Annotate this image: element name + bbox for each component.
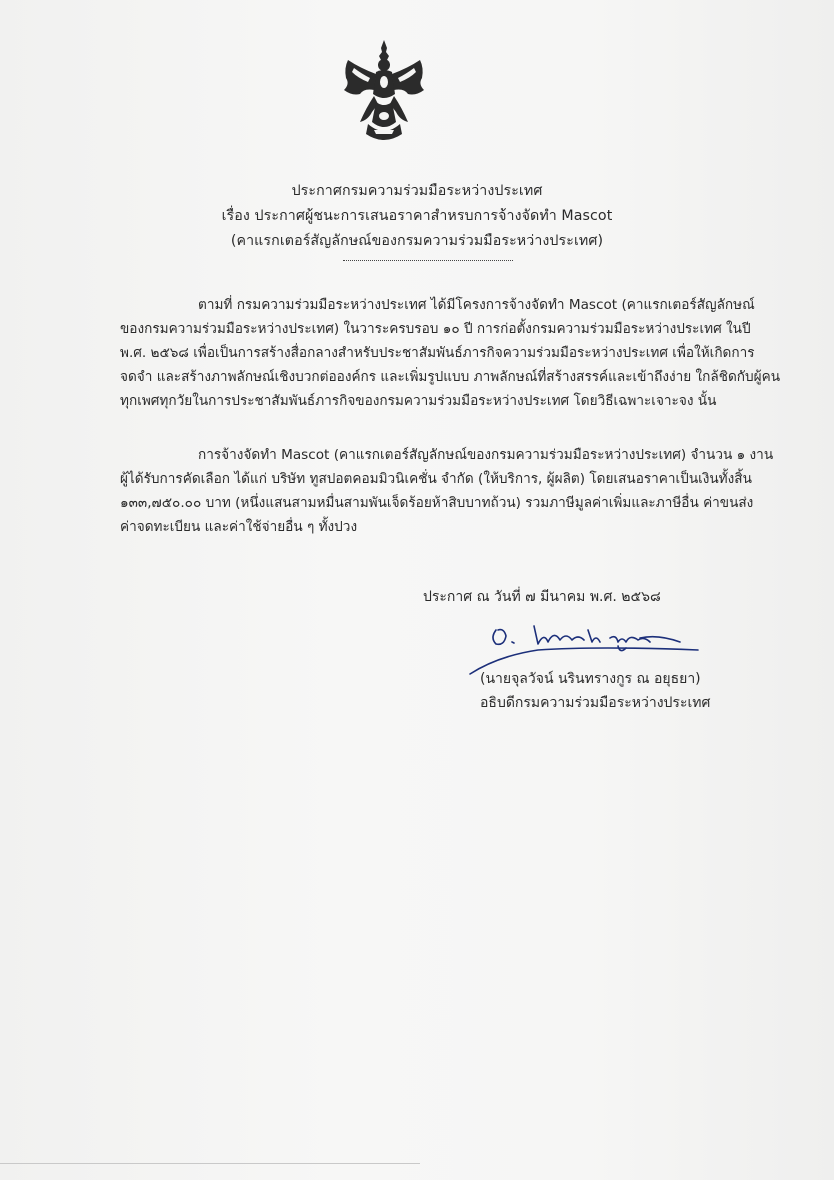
announcement-date: ประกาศ ณ วันที่ ๗ มีนาคม พ.ศ. ๒๕๖๘ [423, 589, 661, 605]
announcement-subject: เรื่อง ประกาศผู้ชนะการเสนอราคาสำหรบการจ้างจัดทำ Mascot [221, 208, 613, 224]
announcement-subject-detail: (คาแรกเตอร์สัญลักษณ์ของกรมความร่วมมือระหว่างประเทศ) [230, 233, 604, 249]
paragraph-line: ค่าจดทะเบียน และค่าใช้จ่ายอื่น ๆ ทั้งปวง [120, 519, 358, 535]
paragraph-line: ผู้ได้รับการคัดเลือก ได้แก่ บริษัท ทูสปอตคอมมิวนิเคชั่น จำกัด (ให้บริการ, ผู้ผลิต) โดยเสนอราคาเป็นเงินทั้งสิ้น [120, 471, 752, 487]
dotted-divider [343, 260, 513, 261]
body-paragraph-1 [120, 293, 781, 413]
paragraph-line: ๑๓๓,๗๕๐.๐๐ บาท (หนึ่งแสนสามหมื่นสามพันเจ็ดร้อยห้าสิบบาทถ้วน) รวมภาษีมูลค่าเพิ่มและภาษีอื่น ค่าขนส่ง [120, 495, 754, 511]
page-bottom-rule [0, 1163, 420, 1164]
body-paragraph-2 [120, 443, 774, 539]
signer-name: (นายจุลวัจน์ นรินทรางกูร ณ อยุธยา) [480, 671, 701, 687]
paragraph-line: การจ้างจัดทำ Mascot (คาแรกเตอร์สัญลักษณ์ของกรมความร่วมมือระหว่างประเทศ) จำนวน ๑ งาน [198, 447, 774, 463]
announcement-title: ประกาศกรมความร่วมมือระหว่างประเทศ [291, 183, 543, 199]
paragraph-line: ทุกเพศทุกวัยในการประชาสัมพันธ์ภารกิจของกรมความร่วมมือระหว่างประเทศ โดยวิธีเฉพาะเจาะจง นั้น [120, 393, 717, 409]
garuda-emblem-icon [340, 38, 428, 150]
paragraph-line: ตามที่ กรมความร่วมมือระหว่างประเทศ ได้มีโครงการจ้างจัดทำ Mascot (คาแรกเตอร์สัญลักษณ์ [198, 297, 755, 313]
signer-title: อธิบดีกรมความร่วมมือระหว่างประเทศ [480, 695, 711, 711]
paragraph-line: จดจำ และสร้างภาพลักษณ์เชิงบวกต่อองค์กร และเพิ่มรูปแบบ ภาพลักษณ์ที่สร้างสรรค์และเข้าถึงง่าย ใกล้ชิดกับผู้คน [120, 369, 781, 385]
paragraph-line: พ.ศ. ๒๕๖๘ เพื่อเป็นการสร้างสื่อกลางสำหรับประชาสัมพันธ์ภารกิจความร่วมมือระหว่างประเทศ เพื่อให้เกิดการ [120, 345, 755, 361]
paragraph-line: ของกรมความร่วมมือระหว่างประเทศ) ในวาระครบรอบ ๑๐ ปี การก่อตั้งกรมความร่วมมือระหว่างประเทศ ในปี [120, 321, 751, 337]
